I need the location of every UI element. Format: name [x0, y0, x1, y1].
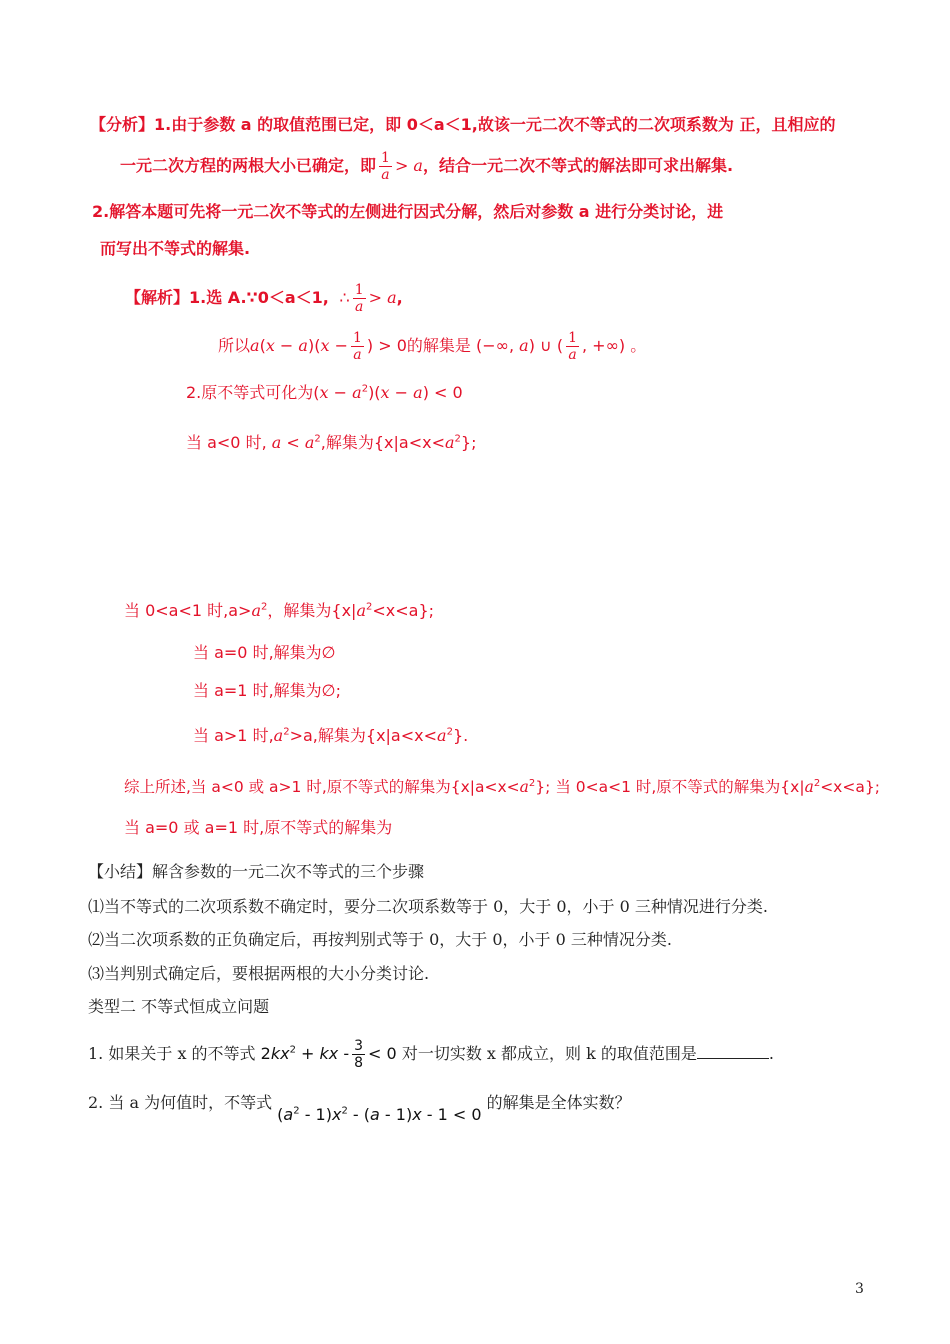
case-a-gt-1: 当 a>1 时$,a^2>a$,解集为$\{x|a<x<a^2\}$. — [193, 726, 469, 745]
page-number: 3 — [855, 1281, 864, 1297]
fraction-1-over-a: $\frac{1}{a}$ — [354, 282, 364, 315]
summary-item-2: ⑵当二次项系数的正负确定后，再按判别式等于 0，大于 0，小于 0 三种情况分类. — [88, 930, 672, 949]
solution-line-1: 【解析】1.选 A.∵0＜a＜1, ∴ $\frac{1}{a}$ > a, — [125, 282, 403, 315]
case-0-lt-a-lt-1: 当 0<a<1 时$,a>a^2$，解集为$\{x|a^2<x<a\}$; — [124, 601, 435, 620]
summary-item-1: ⑴当不等式的二次项系数不确定时，要分二次项系数等于 0，大于 0，小于 0 三种情况进行分类. — [88, 897, 768, 916]
case-a-lt-0: 当 a<0 时, $a < a^2$,解集为$\{x|a<x<a^2\}$; — [186, 433, 477, 452]
case-a-eq-0: 当 a=0 时,解集为∅ — [193, 643, 336, 662]
summary-item-3: ⑶当判别式确定后，要根据两根的大小分类讨论. — [88, 964, 430, 983]
analysis-line-1: 【分析】1.由于参数 a 的取值范围已定，即 0＜a＜1,故该一元二次不等式的二次项系数为 正，且相应的 — [90, 115, 836, 134]
conclusion-line-2: 当 a=0 或 a=1 时,原不等式的解集为 — [124, 818, 393, 837]
analysis-line-2: 一元二次方程的两根大小已确定，即 $\frac{1}{a}$ > a，结合一元二次不等式的解法即可求出解集. — [120, 150, 734, 183]
answer-blank[interactable] — [697, 1044, 769, 1059]
conclusion-line-1: 综上所述,当 a<0 或 a>1 时,原不等式的解集为$\{x|a<x<a^2\}$; 当 0<a<1 时,原不等式的解集为$\{x|a^2<x<a\}$; — [124, 777, 880, 796]
question-1: 1. 如果关于 x 的不等式 $2kx^2$ + kx - $\frac{3}{8}$ < 0 对一切实数 x 都成立，则 k 的取值范围是 . — [88, 1038, 774, 1071]
fraction-1-over-a: $\frac{1}{a}$ — [381, 150, 390, 183]
type2-heading: 类型二 不等式恒成立问题 — [88, 997, 270, 1016]
question-2: 2. 当 a 为何值时，不等式 $(a^2 - 1)x^2 - (a - 1)x - 1 < 0$ 的解集是全体实数？ — [88, 1093, 631, 1124]
solution-line-2: 所以a(x − a)(x − $\frac{1}{a}$ ) > 0的解集是 (−∞, a) ∪ ( $\frac{1}{a}$ , +∞) 。 — [218, 330, 647, 363]
analysis-label: 【分析】 — [90, 115, 155, 134]
summary-title: 【小结】解含参数的一元二次不等式的三个步骤 — [88, 862, 425, 881]
analysis-line-3: 2.解答本题可先将一元二次不等式的左侧进行因式分解，然后对参数 a 进行分类讨论，进 — [92, 202, 724, 221]
solution-line-3: 2.原不等式可化为$(x - a^2)(x - a) < 0$ — [186, 383, 463, 402]
fraction-3-over-8: $\frac{3}{8}$ — [354, 1038, 364, 1071]
case-a-eq-1: 当 a=1 时,解集为∅; — [193, 681, 341, 700]
solution-label: 【解析】 — [125, 288, 190, 307]
analysis-line-4: 而写出不等式的解集. — [100, 239, 251, 258]
